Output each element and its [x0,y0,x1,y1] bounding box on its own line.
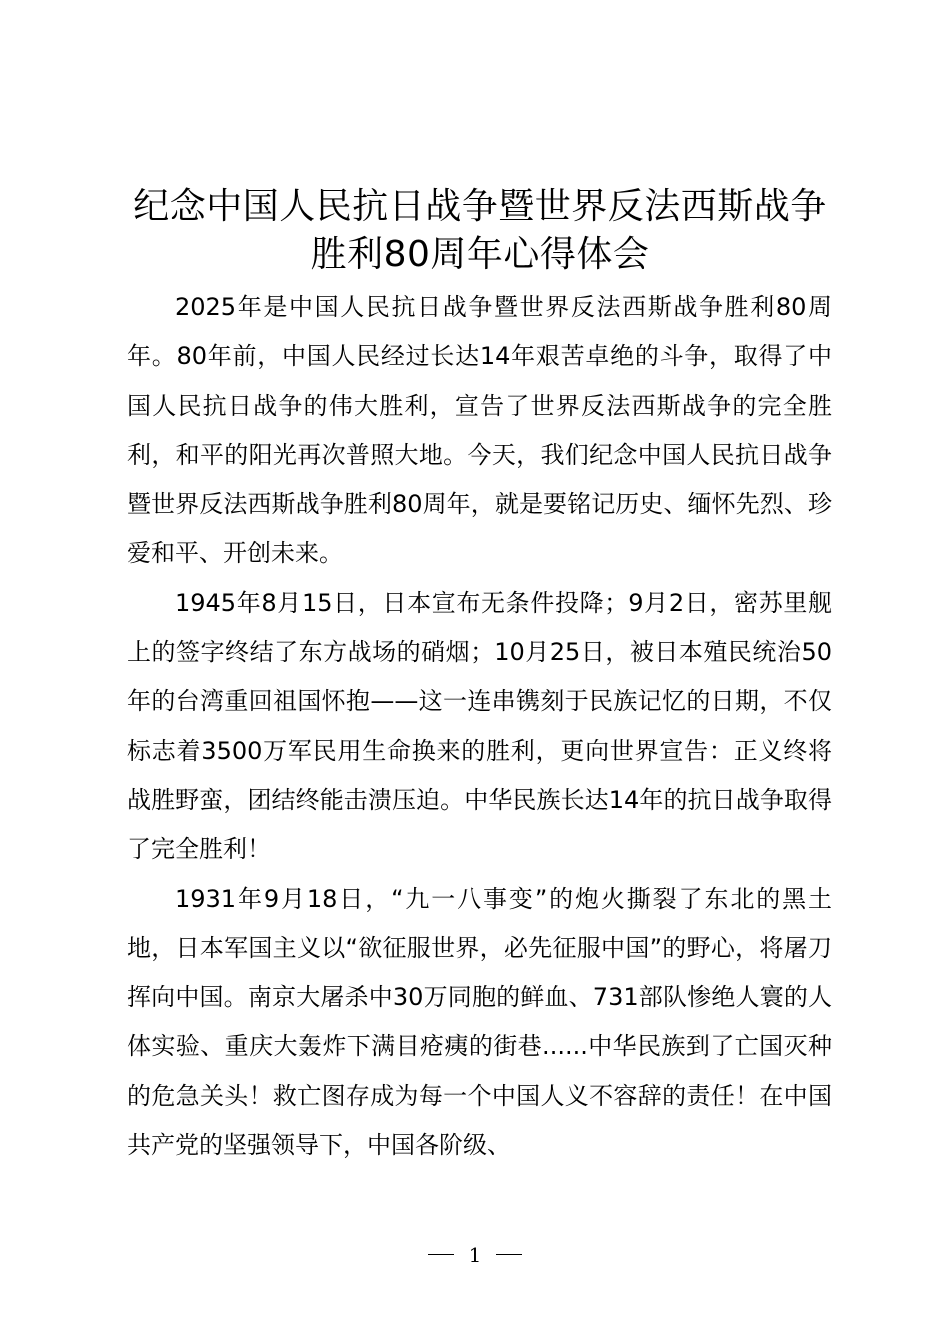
footer-dash-right [496,1254,522,1255]
document-body [127,283,832,1170]
paragraph: 2025年是中国人民抗日战争暨世界反法西斯战争胜利80周年。80年前，中国人民经过长达14年艰苦卓绝的斗争，取得了中国人民抗日战争的伟大胜利，宣告了世界反法西斯战争的完全胜利，和平的阳光再次普照大地。今天，我们纪念中国人民抗日战争暨世界反法西斯战争胜利80周年，就是要铭记历史、缅怀先烈、珍爱和平、开创未来。 [127,293,832,568]
paragraph: 1945年8月15日，日本宣布无条件投降；9月2日，密苏里舰上的签字终结了东方战场的硝烟；10月25日，被日本殖民统治50年的台湾重回祖国怀抱——这一连串镌刻于民族记忆的日期，不仅标志着3500万军民用生命换来的胜利，更向世界宣告：正义终将战胜野蛮，团结终能击溃压迫。中华民族长达14年的抗日战争取得了完全胜利！ [127,588,832,864]
page-footer [0,1238,950,1270]
paragraph: 1931年9月18日，“九一八事变”的炮火撕裂了东北的黑土地，日本军国主义以“欲征服世界，必先征服中国”的野心，将屠刀挥向中国。南京大屠杀中30万同胞的鲜血、731部队惨绝人寰的人体实验、重庆大轰炸下满目疮痍的街巷......中华民族到了亡国灭种的危急关头！救亡图存成为每一个中国人义不容辞的责任！在中国共产党的坚强领导下，中国各阶级、 [127,884,832,1160]
document-title: 纪念中国人民抗日战争暨世界反法西斯战争胜利80周年心得体会 [133,186,827,275]
page-number: 1 [468,1242,482,1267]
footer-dash-left [428,1254,454,1255]
